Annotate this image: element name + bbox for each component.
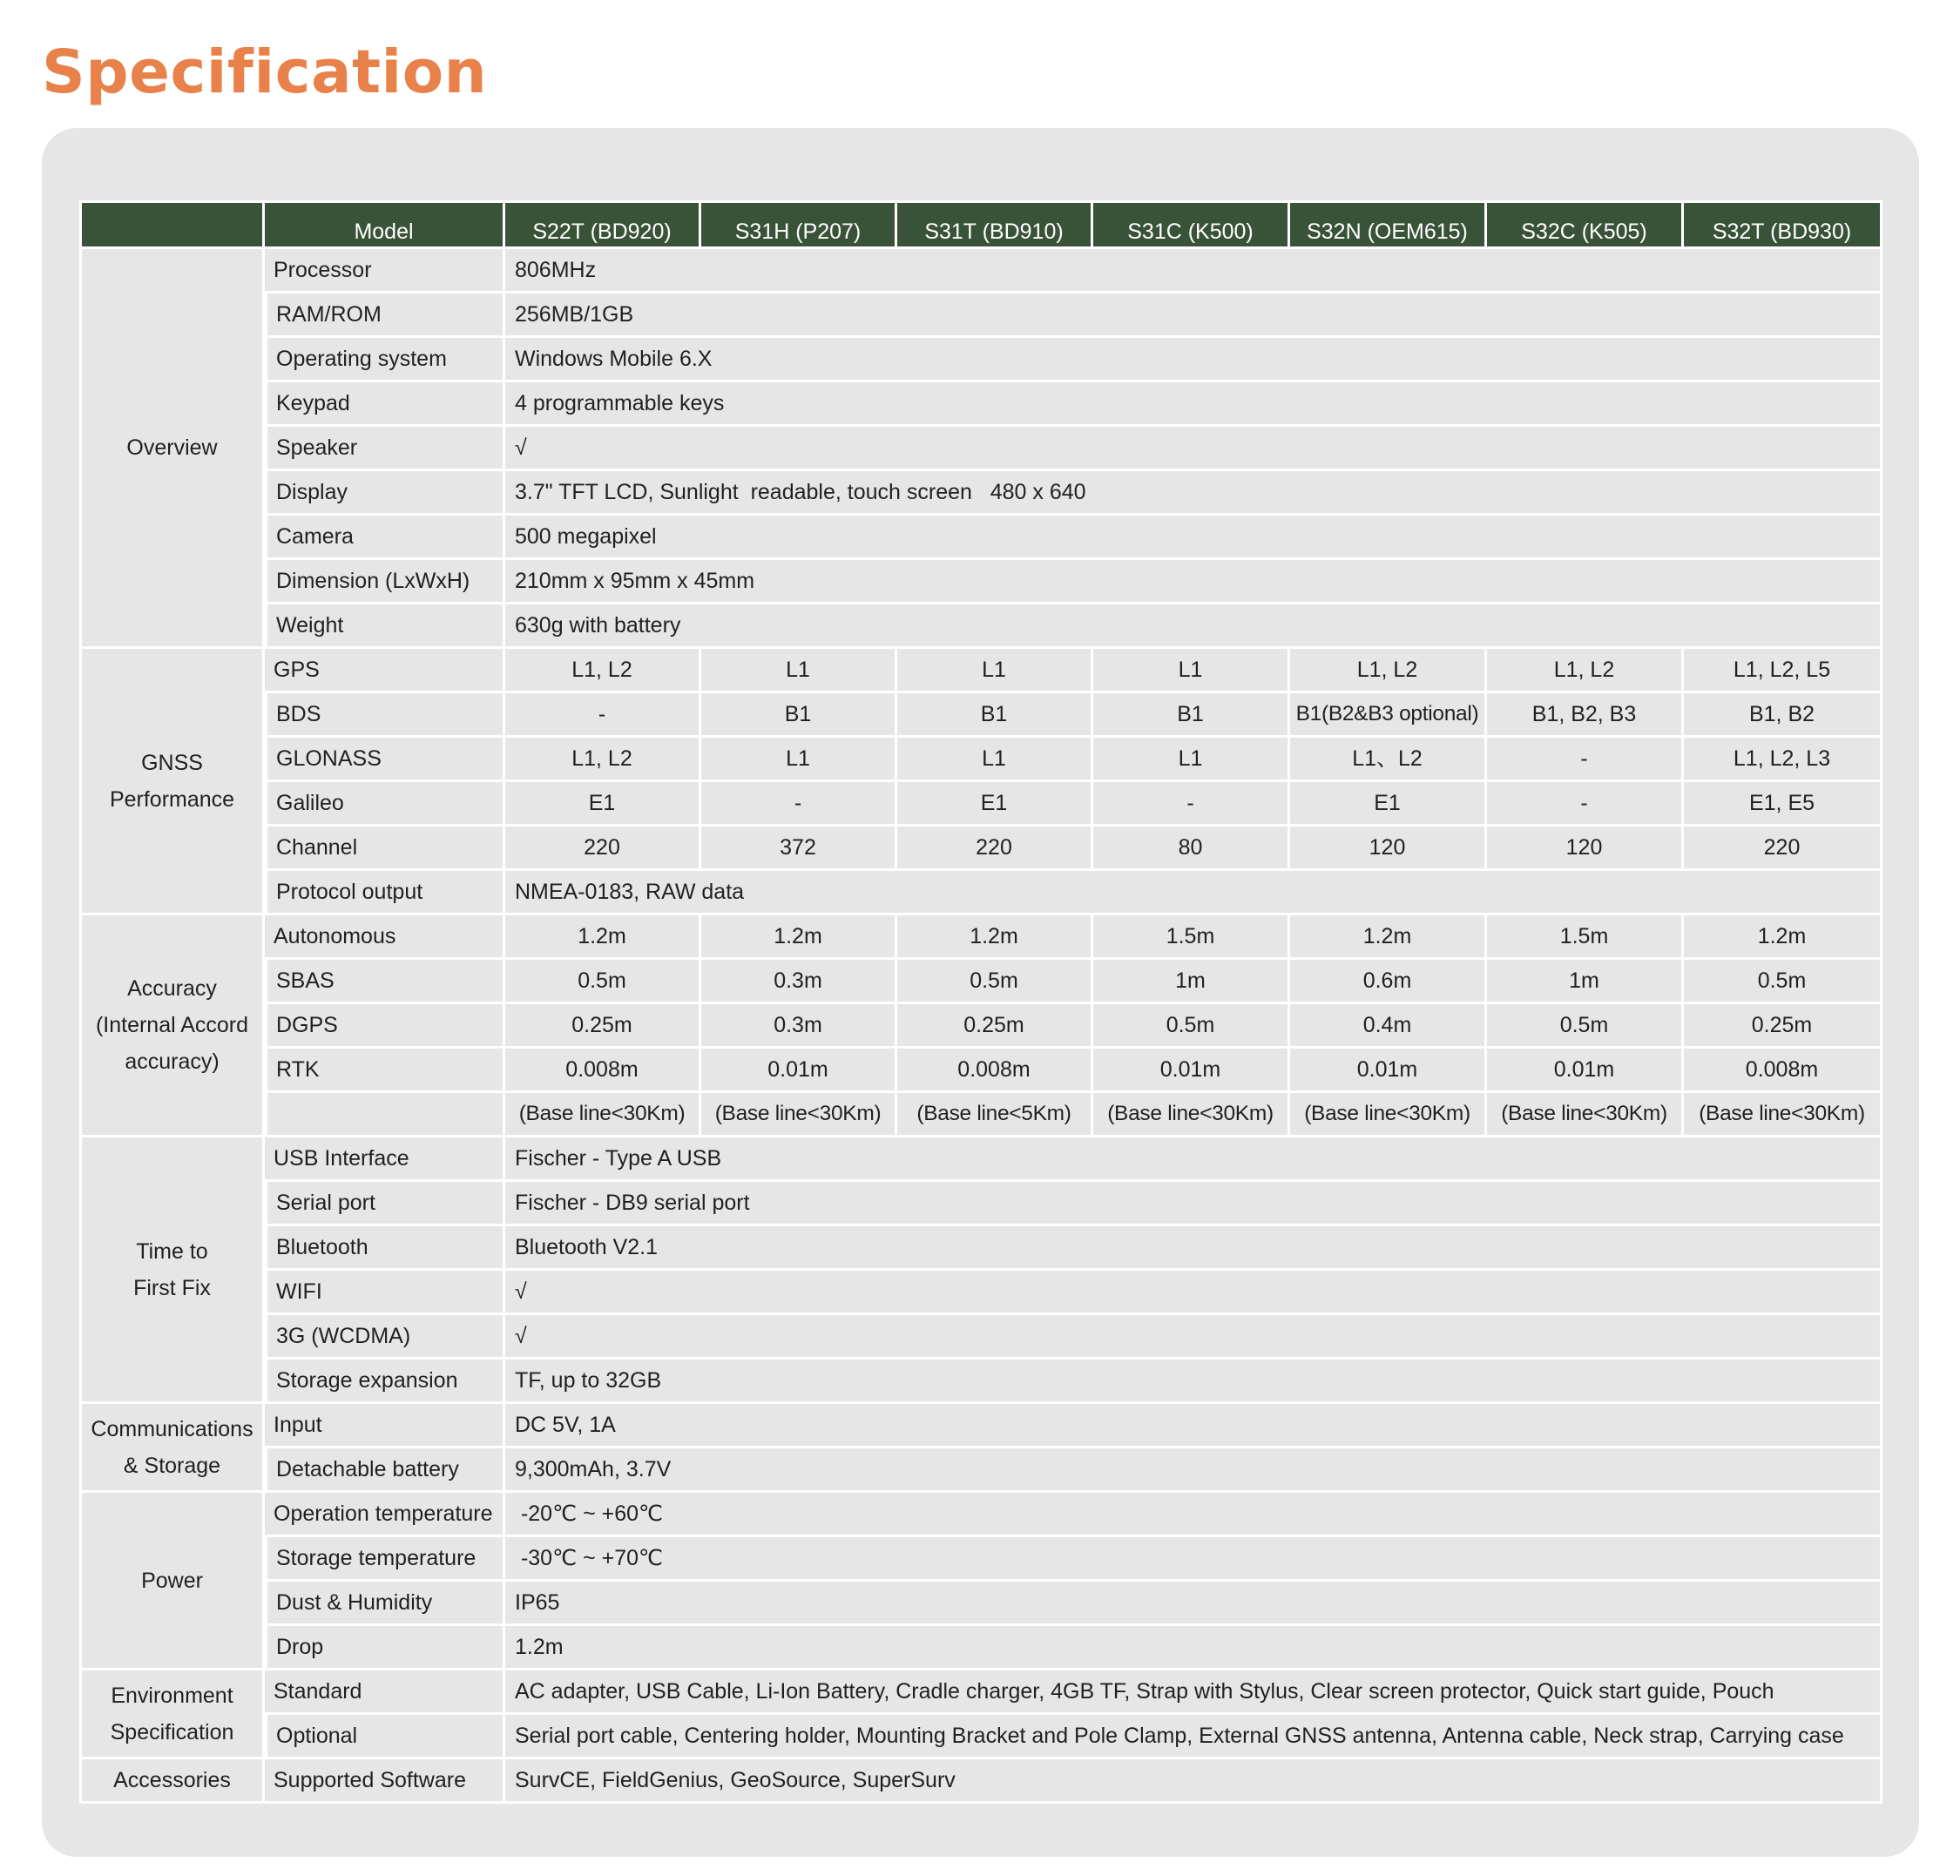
row-value: -20℃ ~ +60℃ xyxy=(505,1493,1882,1537)
row-label: Storage expansion xyxy=(265,1360,505,1404)
cell: (Base line<30Km) xyxy=(1093,1093,1290,1137)
cell: 1.2m xyxy=(701,915,897,960)
row-value: Fischer - DB9 serial port xyxy=(505,1182,1882,1226)
category-line: Environment xyxy=(111,1683,233,1708)
table-row xyxy=(79,1004,1882,1049)
table-row xyxy=(79,1493,1882,1537)
header-model: S22T (BD920) xyxy=(505,200,701,249)
row-value: -30℃ ~ +70℃ xyxy=(505,1537,1882,1582)
header-model: S32N (OEM615) xyxy=(1290,200,1487,249)
row-value: 1.2m xyxy=(505,1626,1882,1670)
table-row xyxy=(79,427,1882,471)
row-value: 210mm x 95mm x 45mm xyxy=(505,560,1882,604)
table-row xyxy=(79,1049,1882,1093)
table-row xyxy=(79,604,1882,649)
cell: (Base line<30Km) xyxy=(505,1093,701,1137)
table-row xyxy=(79,693,1882,738)
cell: L1 xyxy=(1093,738,1290,782)
row-label: Operating system xyxy=(265,338,505,382)
page-title: Specification xyxy=(42,37,488,107)
row-label: Protocol output xyxy=(265,871,505,915)
row-label: Storage temperature xyxy=(265,1537,505,1582)
row-label: Dust & Humidity xyxy=(265,1582,505,1626)
cell: 0.25m xyxy=(897,1004,1093,1049)
cell: B1(B2&B3 optional) xyxy=(1290,693,1487,738)
table-header-row xyxy=(79,200,1882,249)
cell: 1.5m xyxy=(1093,915,1290,960)
header-model: S31C (K500) xyxy=(1093,200,1290,249)
category-overview: Overview xyxy=(79,249,265,649)
table-row xyxy=(79,1670,1882,1715)
cell: 0.6m xyxy=(1290,960,1487,1004)
row-value: √ xyxy=(505,1315,1882,1360)
row-label: Autonomous xyxy=(265,915,505,960)
cell: 220 xyxy=(505,827,701,871)
row-value: Windows Mobile 6.X xyxy=(505,338,1882,382)
row-value: 500 megapixel xyxy=(505,516,1882,560)
cell: (Base line<30Km) xyxy=(1684,1093,1882,1137)
row-label: Serial port xyxy=(265,1182,505,1226)
cell: (Base line<30Km) xyxy=(1487,1093,1684,1137)
category-line: Communications xyxy=(91,1416,253,1441)
row-label xyxy=(265,1093,505,1137)
row-value: 630g with battery xyxy=(505,604,1882,649)
cell: L1, L2, L5 xyxy=(1684,649,1882,693)
cell: L1 xyxy=(701,738,897,782)
cell: 1.2m xyxy=(1290,915,1487,960)
table-row xyxy=(79,1759,1882,1804)
row-label: Dimension (LxWxH) xyxy=(265,560,505,604)
table-row xyxy=(79,1582,1882,1626)
row-label: Optional xyxy=(265,1715,505,1759)
table-row xyxy=(79,294,1882,338)
table-row xyxy=(79,338,1882,382)
category-line: (Internal Accord xyxy=(95,1013,249,1037)
row-label: Keypad xyxy=(265,382,505,427)
cell: E1 xyxy=(1290,782,1487,827)
category-line: Performance xyxy=(109,786,235,812)
cell: B1, B2 xyxy=(1684,693,1882,738)
category-accuracy xyxy=(79,915,265,1137)
category-line: & Storage xyxy=(123,1453,221,1478)
row-value: 3.7" TFT LCD, Sunlight readable, touch screen 480 x 640 xyxy=(505,471,1882,516)
cell: 0.008m xyxy=(897,1049,1093,1093)
row-label: USB Interface xyxy=(265,1137,505,1182)
category-line: Accuracy xyxy=(127,976,217,1001)
cell: - xyxy=(505,693,701,738)
cell: 0.01m xyxy=(1290,1049,1487,1093)
table-row xyxy=(79,1404,1882,1448)
row-value: Fischer - Type A USB xyxy=(505,1137,1882,1182)
cell: 1.2m xyxy=(1684,915,1882,960)
row-label: Detachable battery xyxy=(265,1448,505,1493)
cell: 1m xyxy=(1093,960,1290,1004)
table-row xyxy=(79,782,1882,827)
table-row xyxy=(79,1226,1882,1271)
table-row xyxy=(79,1448,1882,1493)
cell: 0.008m xyxy=(505,1049,701,1093)
row-value: √ xyxy=(505,427,1882,471)
table-row xyxy=(79,1137,1882,1182)
row-label: DGPS xyxy=(265,1004,505,1049)
cell: 0.25m xyxy=(1684,1004,1882,1049)
cell: 120 xyxy=(1290,827,1487,871)
table-row xyxy=(79,1626,1882,1670)
cell: L1 xyxy=(897,738,1093,782)
cell: E1 xyxy=(505,782,701,827)
table-row xyxy=(79,1093,1882,1137)
category-accessories: Accessories xyxy=(79,1759,265,1804)
cell: (Base line<30Km) xyxy=(701,1093,897,1137)
category-line: First Fix xyxy=(133,1275,211,1300)
row-value: IP65 xyxy=(505,1582,1882,1626)
table-row xyxy=(79,1271,1882,1315)
cell: L1, L2 xyxy=(505,649,701,693)
row-label: SBAS xyxy=(265,960,505,1004)
row-label: Processor xyxy=(265,249,505,294)
row-value: DC 5V, 1A xyxy=(505,1404,1882,1448)
cell: 1.2m xyxy=(505,915,701,960)
cell: L1 xyxy=(1093,649,1290,693)
row-value: NMEA-0183, RAW data xyxy=(505,871,1882,915)
cell: 0.5m xyxy=(1487,1004,1684,1049)
row-label: 3G (WCDMA) xyxy=(265,1315,505,1360)
cell: 0.3m xyxy=(701,960,897,1004)
header-model: S31H (P207) xyxy=(701,200,897,249)
row-label: Standard xyxy=(265,1670,505,1715)
cell: L1 xyxy=(701,649,897,693)
table-row xyxy=(79,249,1882,294)
row-value: 806MHz xyxy=(505,249,1882,294)
row-value: 9,300mAh, 3.7V xyxy=(505,1448,1882,1493)
table-row xyxy=(79,871,1882,915)
row-label: Supported Software xyxy=(265,1759,505,1804)
category-comms xyxy=(79,1404,265,1493)
table-row xyxy=(79,560,1882,604)
cell: 80 xyxy=(1093,827,1290,871)
spec-table xyxy=(79,200,1882,1804)
table-row xyxy=(79,1360,1882,1404)
cell: 220 xyxy=(897,827,1093,871)
category-environment xyxy=(79,1670,265,1759)
cell: 0.5m xyxy=(1684,960,1882,1004)
cell: L1, L2 xyxy=(1487,649,1684,693)
row-value: 256MB/1GB xyxy=(505,294,1882,338)
row-label: GPS xyxy=(265,649,505,693)
row-label: GLONASS xyxy=(265,738,505,782)
cell: B1 xyxy=(897,693,1093,738)
row-value: SurvCE, FieldGenius, GeoSource, SuperSurv xyxy=(505,1759,1882,1804)
row-label: Display xyxy=(265,471,505,516)
cell: B1, B2, B3 xyxy=(1487,693,1684,738)
cell: 1.5m xyxy=(1487,915,1684,960)
table-row xyxy=(79,960,1882,1004)
category-gnss xyxy=(79,649,265,915)
cell: L1、L2 xyxy=(1290,738,1487,782)
row-label: RAM/ROM xyxy=(265,294,505,338)
row-value: Bluetooth V2.1 xyxy=(505,1226,1882,1271)
cell: 372 xyxy=(701,827,897,871)
row-label: RTK xyxy=(265,1049,505,1093)
cell: 120 xyxy=(1487,827,1684,871)
table-row xyxy=(79,1182,1882,1226)
row-value: TF, up to 32GB xyxy=(505,1360,1882,1404)
cell: 220 xyxy=(1684,827,1882,871)
row-label: Channel xyxy=(265,827,505,871)
cell: B1 xyxy=(701,693,897,738)
cell: 0.01m xyxy=(701,1049,897,1093)
table-row xyxy=(79,516,1882,560)
cell: 0.008m xyxy=(1684,1049,1882,1093)
row-label: Input xyxy=(265,1404,505,1448)
header-model: S32T (BD930) xyxy=(1684,200,1882,249)
header-corner xyxy=(79,200,265,249)
cell: (Base line<30Km) xyxy=(1290,1093,1487,1137)
category-ttff xyxy=(79,1137,265,1404)
category-line: accuracy) xyxy=(125,1049,220,1074)
cell: 0.01m xyxy=(1093,1049,1290,1093)
row-label: Galileo xyxy=(265,782,505,827)
row-value: AC adapter, USB Cable, Li-Ion Battery, Cradle charger, 4GB TF, Strap with Stylus, Clear screen protector, Quick start guide, Pouch xyxy=(505,1670,1882,1715)
cell: - xyxy=(1487,782,1684,827)
cell: 0.5m xyxy=(1093,1004,1290,1049)
cell: - xyxy=(701,782,897,827)
cell: L1, L2, L3 xyxy=(1684,738,1882,782)
cell: 0.4m xyxy=(1290,1004,1487,1049)
row-label: Bluetooth xyxy=(265,1226,505,1271)
category-power: Power xyxy=(79,1493,265,1670)
cell: 1m xyxy=(1487,960,1684,1004)
row-value: Serial port cable, Centering holder, Mounting Bracket and Pole Clamp, External GNSS antenna, Antenna cable, Neck strap, Carrying case xyxy=(505,1715,1882,1759)
table-row xyxy=(79,1715,1882,1759)
header-model: S31T (BD910) xyxy=(897,200,1093,249)
table-row xyxy=(79,738,1882,782)
row-label: Drop xyxy=(265,1626,505,1670)
cell: L1, L2 xyxy=(505,738,701,782)
header-model: S32C (K505) xyxy=(1487,200,1684,249)
category-line: Time to xyxy=(136,1238,208,1264)
cell: L1, L2 xyxy=(1290,649,1487,693)
row-label: BDS xyxy=(265,693,505,738)
cell: 0.5m xyxy=(897,960,1093,1004)
header-model-label: Model xyxy=(265,200,505,249)
row-value: 4 programmable keys xyxy=(505,382,1882,427)
table-row xyxy=(79,1315,1882,1360)
table-row xyxy=(79,827,1882,871)
cell: E1, E5 xyxy=(1684,782,1882,827)
table-row xyxy=(79,915,1882,960)
row-label: Camera xyxy=(265,516,505,560)
row-label: WIFI xyxy=(265,1271,505,1315)
row-value: √ xyxy=(505,1271,1882,1315)
cell: 0.3m xyxy=(701,1004,897,1049)
row-label: Operation temperature xyxy=(265,1493,505,1537)
cell: (Base line<5Km) xyxy=(897,1093,1093,1137)
row-label: Speaker xyxy=(265,427,505,471)
cell: 1.2m xyxy=(897,915,1093,960)
table-row xyxy=(79,649,1882,693)
cell: 0.25m xyxy=(505,1004,701,1049)
table-row xyxy=(79,1537,1882,1582)
category-line: Specification xyxy=(110,1719,234,1744)
cell: 0.5m xyxy=(505,960,701,1004)
cell: B1 xyxy=(1093,693,1290,738)
cell: 0.01m xyxy=(1487,1049,1684,1093)
table-row xyxy=(79,471,1882,516)
cell: - xyxy=(1093,782,1290,827)
cell: - xyxy=(1487,738,1684,782)
table-row xyxy=(79,382,1882,427)
row-label: Weight xyxy=(265,604,505,649)
cell: L1 xyxy=(897,649,1093,693)
cell: E1 xyxy=(897,782,1093,827)
category-line: GNSS xyxy=(141,750,203,775)
